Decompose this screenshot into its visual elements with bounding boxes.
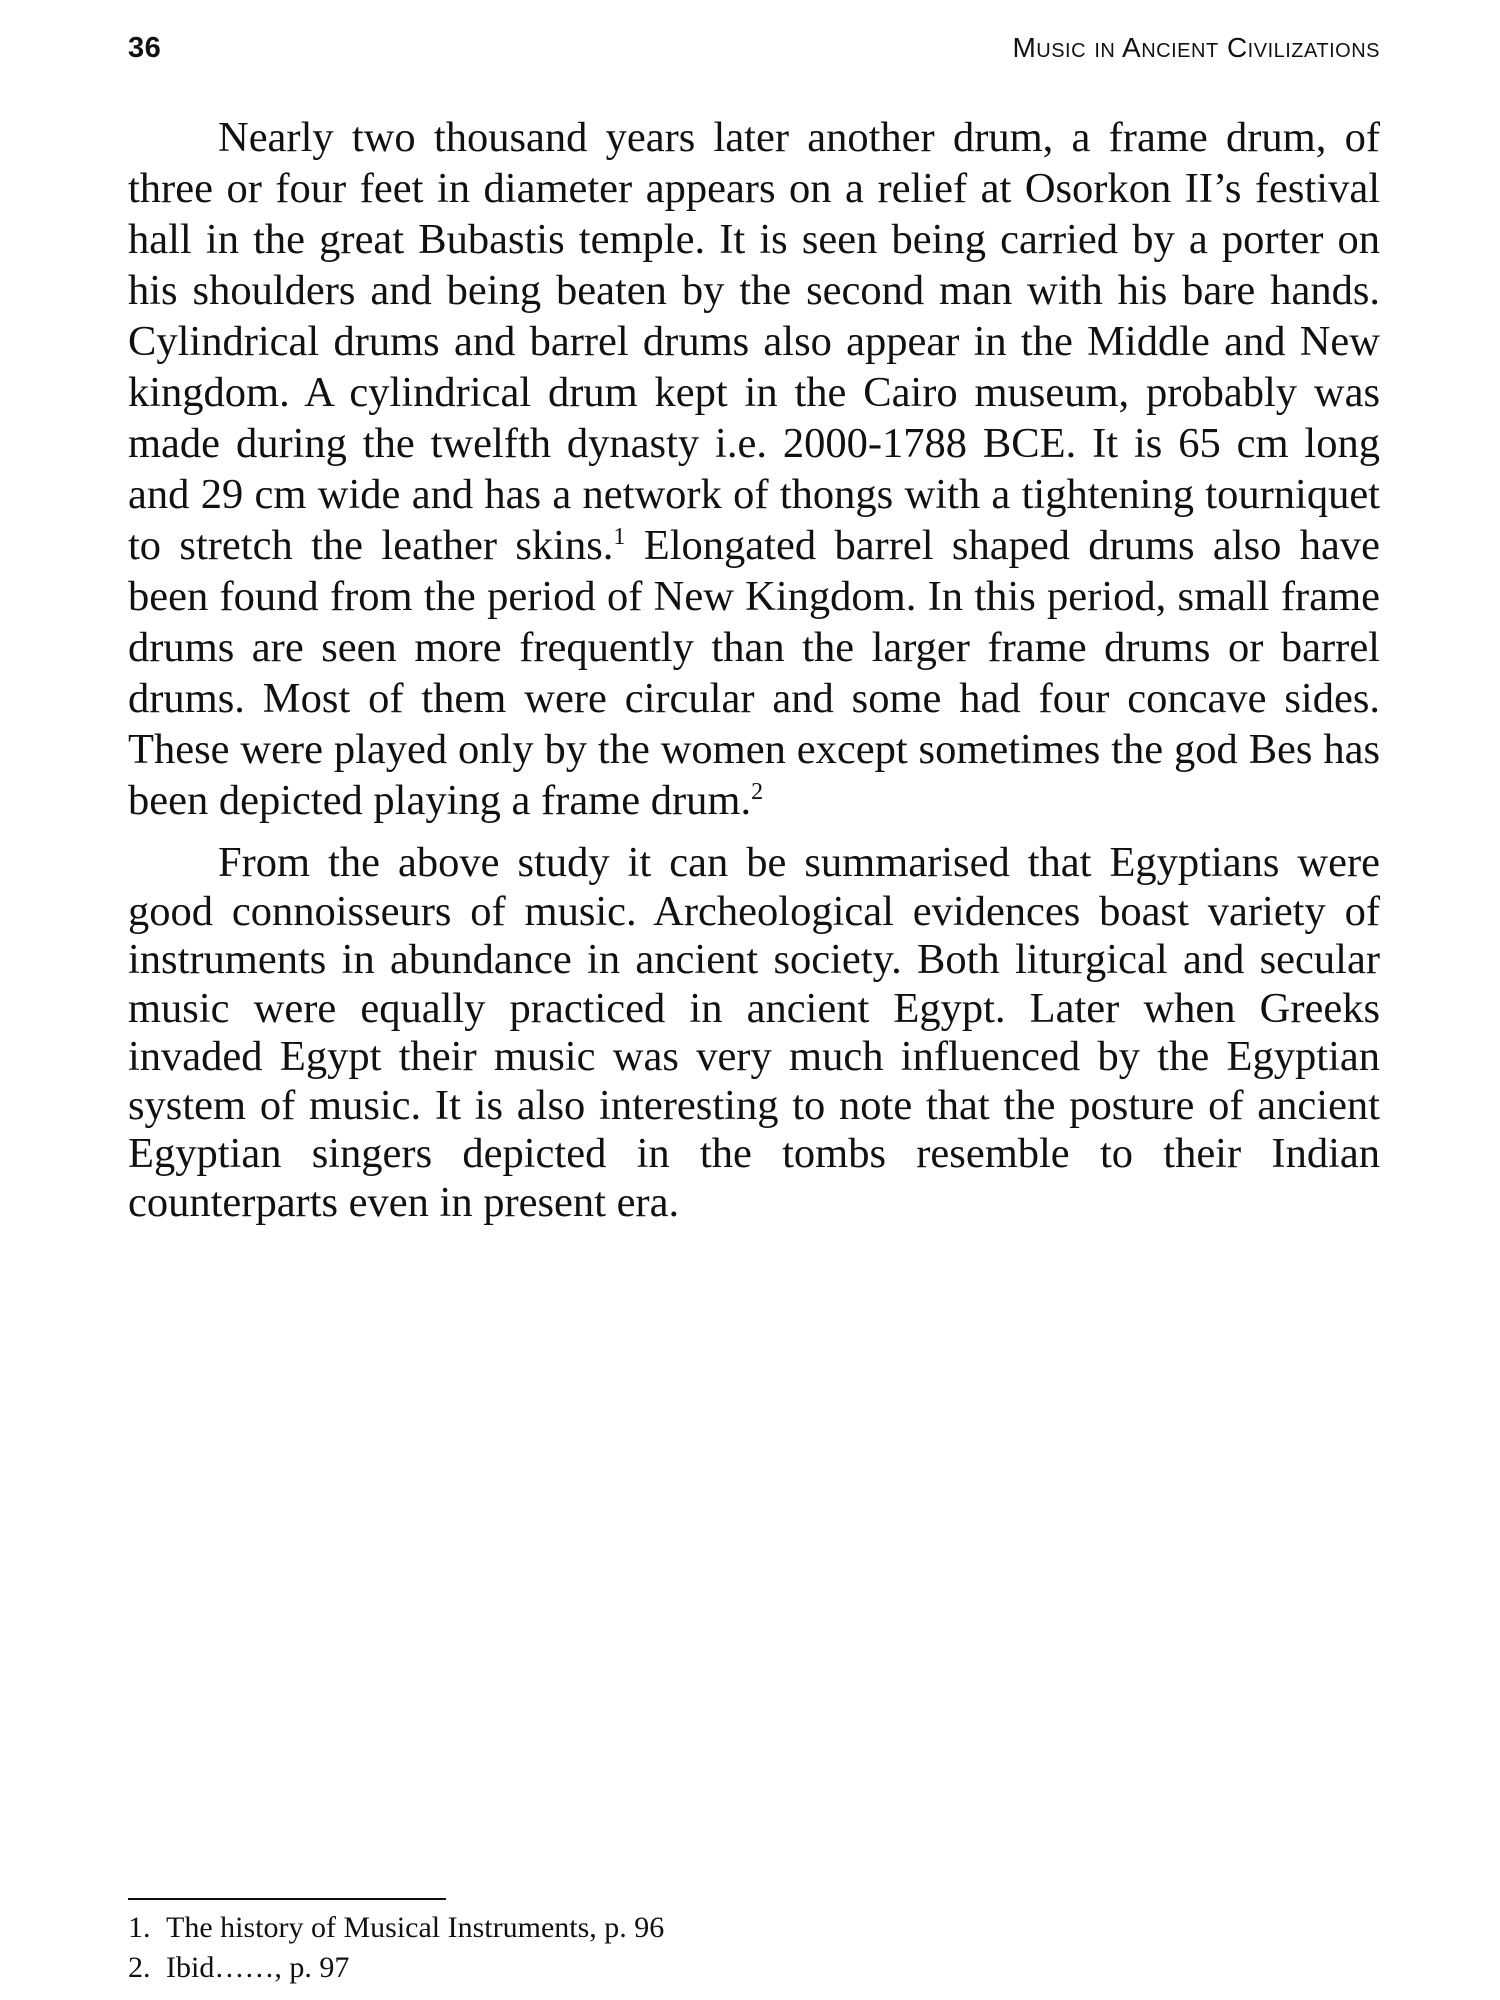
body-text [128,112,1380,1227]
footnote-text: The history of Musical Instruments, p. 96 [166,1911,665,1944]
paragraph: From the above study it can be summarised that Egyptians were good connoisseurs of music. Archeological evidences boast variety of instruments in abundance in ancient society. Both liturgical and secular music were equally practiced in ancient Egypt. Later when Greeks invaded Egypt their music was very much influenced by the Egyptian system of music. It is also interesting to note that the posture of ancient Egyptian singers depicted in the tombs resemble to their Indian counterparts even in present era. [128,839,1380,1226]
book-page [128,0,1380,2000]
footnotes [128,1898,828,1988]
page-number: 36 [128,32,162,64]
footnote-divider [128,1898,446,1900]
running-title: Music in Ancient Civilizations [1012,32,1380,63]
paragraph [128,112,1380,826]
footnote-number: 2. [128,1951,151,1984]
footnote-reference: 2 [751,779,764,805]
paragraph-text: Elongated barrel shaped drums also have been found from the period of New Kingdom. In this period, small frame drums are seen more frequently than the larger frame drums or barrel drums. Most of them were circular and some had four concave sides. These were played only by the women except sometimes the god Bes has been depicted playing a frame drum. [128,522,1380,824]
paragraph-text: Nearly two thousand years later another drum, a frame drum, of three or four feet in diameter appears on a relief at Osorkon II’s festival hall in the great Bubastis temple. It is seen being carried by a porter on his shoulders and being beaten by the second man with his bare hands. Cylindrical drums and barrel drums also appear in the Middle and New kingdom. A cylindrical drum kept in the Cairo museum, probably was made during the twelfth dynasty i.e. 2000-1788 BCE. It is 65 cm long and 29 cm wide and has a network of thongs with a tightening tourniquet to stretch the leather skins. [128,114,1380,569]
footnote-number: 1. [128,1911,151,1944]
running-head [128,32,1380,72]
footnote [128,1948,828,1988]
footnote-text: Ibid……, p. 97 [166,1951,350,1984]
footnote [128,1908,828,1948]
footnote-reference: 1 [613,524,626,550]
